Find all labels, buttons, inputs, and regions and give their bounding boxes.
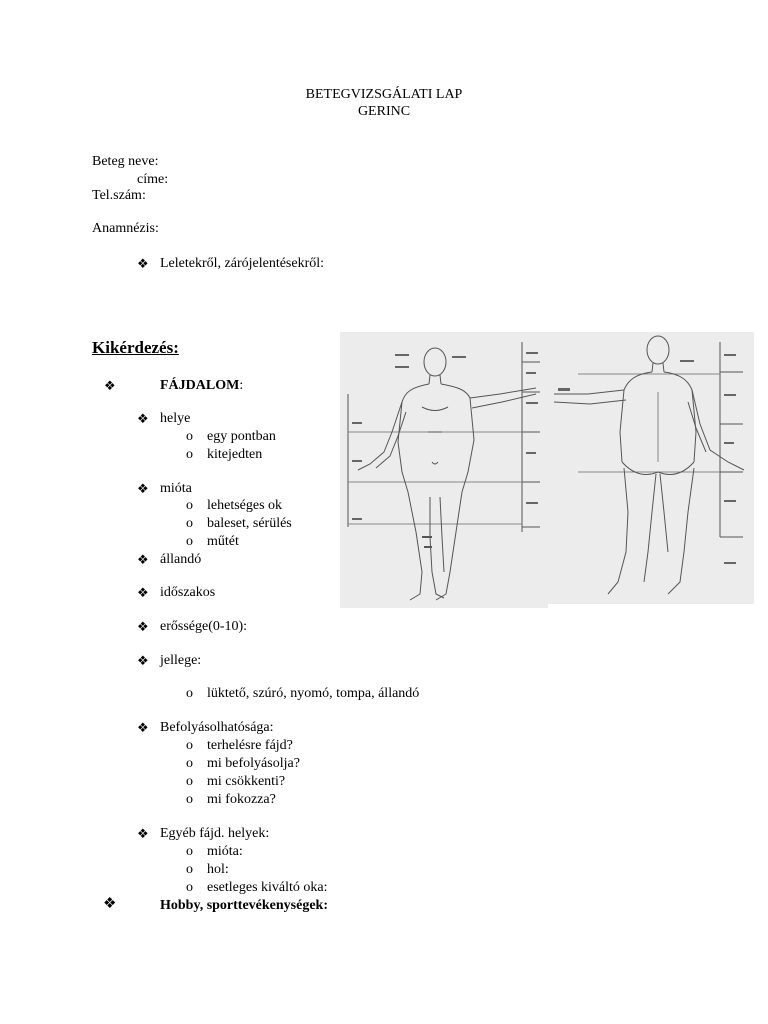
other-pain-label: Egyéb fájd. helyek:	[160, 826, 270, 841]
diamond-bullet-icon: ❖	[137, 411, 149, 426]
other-pain-option: esetleges kiváltó oka:	[207, 880, 328, 895]
influence-label: Befolyásolhatósága:	[160, 720, 274, 735]
circle-bullet-icon: o	[186, 792, 193, 807]
circle-bullet-icon: o	[186, 686, 193, 701]
since-label: mióta	[160, 481, 192, 496]
location-option: kitejedten	[207, 447, 263, 462]
patient-address-label: címe:	[137, 172, 169, 187]
diamond-bullet-icon: ❖	[137, 481, 149, 496]
human-figure-front-icon	[340, 332, 548, 608]
patient-name-label: Beteg neve:	[92, 154, 159, 169]
diamond-bullet-icon: ❖	[137, 720, 149, 735]
other-pain-option: mióta:	[207, 844, 243, 859]
body-chart-front-image	[340, 332, 548, 608]
circle-bullet-icon: o	[186, 738, 193, 753]
diamond-bullet-icon: ❖	[137, 826, 149, 841]
other-pain-option: hol:	[207, 862, 229, 877]
human-figure-back-icon	[548, 332, 754, 604]
constant-label: állandó	[160, 552, 202, 567]
pain-label: FÁJDALOM	[160, 378, 240, 393]
circle-bullet-icon: o	[186, 774, 193, 789]
diamond-bullet-icon: ❖	[137, 653, 149, 668]
circle-bullet-icon: o	[186, 756, 193, 771]
diamond-bullet-icon: ❖	[103, 896, 117, 912]
influence-option: terhelésre fájd?	[207, 738, 293, 753]
circle-bullet-icon: o	[186, 516, 193, 531]
hobby-label: Hobby, sporttevékenységek:	[160, 898, 328, 913]
since-option: baleset, sérülés	[207, 516, 292, 531]
circle-bullet-icon: o	[186, 880, 193, 895]
circle-bullet-icon: o	[186, 844, 193, 859]
pain-heading	[160, 377, 243, 394]
influence-option: mi csökkenti?	[207, 774, 286, 789]
since-option: lehetséges ok	[207, 498, 283, 513]
document-subtitle: GERINC	[357, 104, 411, 119]
circle-bullet-icon: o	[186, 498, 193, 513]
circle-bullet-icon: o	[186, 429, 193, 444]
circle-bullet-icon: o	[186, 447, 193, 462]
body-chart-back-image	[548, 332, 754, 604]
document-title: BETEGVIZSGÁLATI LAP	[305, 87, 463, 102]
periodic-label: időszakos	[160, 585, 216, 600]
section-heading-questions: Kikérdezés:	[92, 338, 179, 357]
diamond-bullet-icon: ❖	[137, 552, 149, 567]
circle-bullet-icon: o	[186, 534, 193, 549]
anamnesis-item: Leletekről, zárójelentésekről:	[160, 256, 325, 271]
diamond-bullet-icon: ❖	[137, 256, 149, 271]
influence-option: mi fokozza?	[207, 792, 276, 807]
circle-bullet-icon: o	[186, 862, 193, 877]
since-option: műtét	[207, 534, 239, 549]
character-option: lüktető, szúró, nyomó, tompa, állandó	[207, 686, 420, 701]
diamond-bullet-icon: ❖	[137, 585, 149, 600]
location-label: helye	[160, 411, 191, 426]
influence-option: mi befolyásolja?	[207, 756, 300, 771]
pain-colon: :	[239, 378, 244, 393]
diamond-bullet-icon: ❖	[104, 378, 116, 393]
patient-phone-label: Tel.szám:	[92, 188, 146, 203]
anamnesis-label: Anamnézis:	[92, 221, 159, 236]
intensity-label: erőssége(0-10):	[160, 619, 248, 634]
character-label: jellege:	[160, 653, 202, 668]
diamond-bullet-icon: ❖	[137, 619, 149, 634]
location-option: egy pontban	[207, 429, 276, 444]
